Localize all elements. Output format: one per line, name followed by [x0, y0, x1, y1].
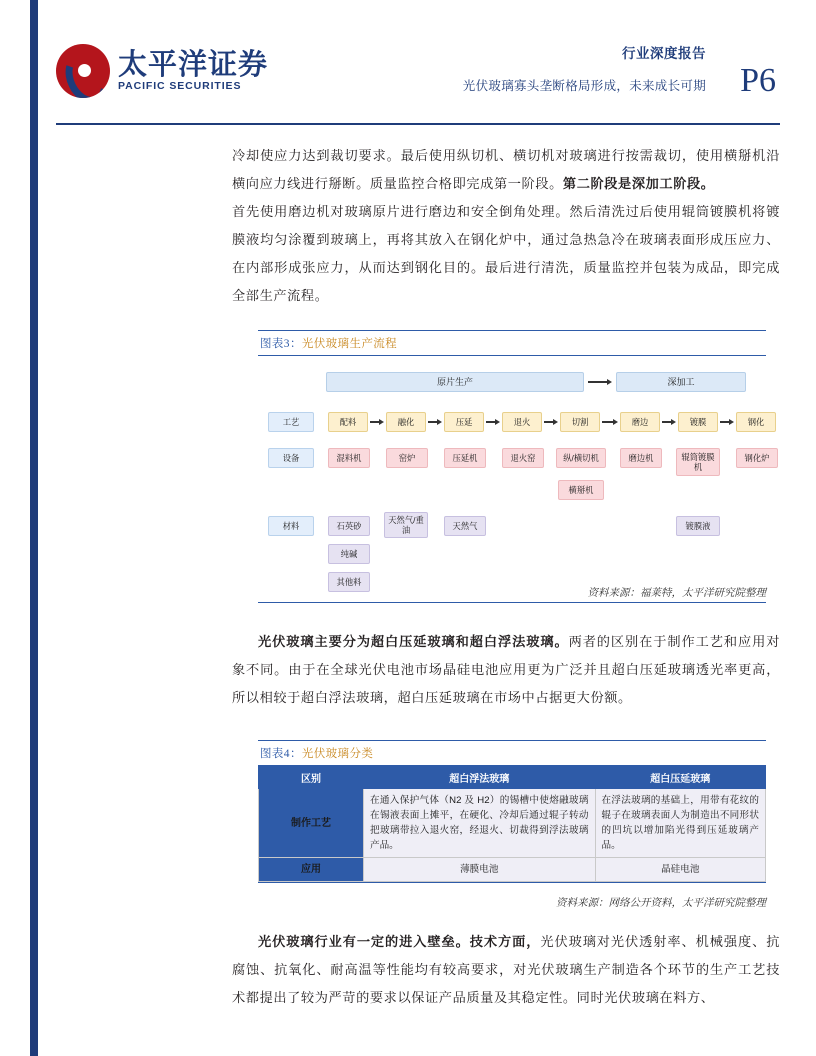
- cell-rolled-manufacturing: 在浮法玻璃的基础上，用带有花纹的辊子在玻璃表面人为制造出不同形状的凹坑以增加陷光得到压延玻璃产品。: [595, 789, 765, 858]
- process-arrow-icon-2: [428, 418, 442, 426]
- material-2: 天然气/重油: [384, 512, 428, 538]
- stage-arrow-icon: [588, 378, 612, 386]
- equipment-6: 横掰机: [558, 480, 604, 500]
- figure-3-name: 光伏玻璃生产流程: [301, 338, 398, 350]
- equipment-8: 辊筒镀膜机: [676, 448, 720, 476]
- col-header-float-glass: 超白浮法玻璃: [364, 767, 596, 789]
- process-step-5: 切割: [560, 412, 600, 432]
- row-header-application: 应用: [259, 858, 364, 882]
- left-accent-bar: [30, 0, 38, 1056]
- body-text-bottom: [232, 928, 780, 1012]
- equipment-3: 压延机: [444, 448, 486, 468]
- process-step-6: 磨边: [620, 412, 660, 432]
- page-header: [56, 36, 780, 116]
- process-arrow-icon-1: [370, 418, 384, 426]
- table-header-row: [259, 767, 766, 789]
- row-label-process: 工艺: [268, 412, 314, 432]
- page-number: P6: [740, 62, 776, 99]
- equipment-2: 窑炉: [386, 448, 428, 468]
- figure-4-source: 资料来源：网络公开资料，太平洋研究院整理: [556, 898, 766, 909]
- paragraph-1: [232, 142, 780, 198]
- equipment-5: 纵/横切机: [556, 448, 606, 468]
- stage-deep-processing: 深加工: [616, 372, 746, 392]
- header-titles: [463, 42, 706, 94]
- figure-4-title: [258, 741, 766, 766]
- process-arrow-icon-5: [602, 418, 618, 426]
- figure-4: [258, 740, 766, 883]
- material-6: 镀膜液: [676, 516, 720, 536]
- table-row: [259, 858, 766, 882]
- figure-4-name: 光伏玻璃分类: [301, 748, 374, 760]
- report-title: 光伏玻璃寡头垄断格局形成，未来成长可期: [462, 79, 706, 93]
- process-step-1: 配料: [328, 412, 368, 432]
- cell-rolled-application: 晶硅电池: [595, 858, 765, 882]
- equipment-9: 钢化炉: [736, 448, 778, 468]
- figure-3: [258, 330, 770, 603]
- figure-4-label: 图表4：: [260, 748, 302, 760]
- paragraph-3: [232, 628, 780, 712]
- process-step-2: 融化: [386, 412, 426, 432]
- header-divider: [56, 123, 780, 125]
- equipment-4: 退火窑: [502, 448, 544, 468]
- cell-float-manufacturing: 在通入保护气体（N2 及 H2）的锡槽中使熔融玻璃在锡液表面上摊平，在硬化、冷却后通过辊子转动把玻璃带拉入退火窑，经退火、切裁得到浮法玻璃产品。: [364, 789, 596, 858]
- report-type: 行业深度报告: [622, 46, 706, 61]
- paragraph-2: 首先使用磨边机对玻璃原片进行磨边和安全倒角处理。然后清洗过后使用辊筒镀膜机将镀膜液均匀涂覆到玻璃上，再将其放入在钢化炉中，通过急热急冷在玻璃表面形成压应力、在内部形成张应力，从而达到钢化目的。最后进行清洗，质量监控并包装为成品，即完成全部生产流程。: [232, 204, 780, 303]
- col-header-rolled-glass: 超白压延玻璃: [595, 767, 765, 789]
- process-step-3: 压延: [444, 412, 484, 432]
- process-step-4: 退火: [502, 412, 542, 432]
- body-text-top: [232, 142, 780, 310]
- process-step-7: 镀膜: [678, 412, 718, 432]
- figure-3-title: [258, 331, 766, 356]
- paragraph-4: [232, 928, 780, 1012]
- pacific-securities-logo-icon: [56, 44, 110, 98]
- equipment-1: 混料机: [328, 448, 370, 468]
- company-logo: [56, 40, 306, 104]
- row-header-manufacturing: 制作工艺: [259, 789, 364, 858]
- paragraph-3-bold: 光伏玻璃主要分为超白压延玻璃和超白浮法玻璃。: [258, 634, 569, 649]
- table-row: [259, 789, 766, 858]
- material-4: 纯碱: [328, 544, 370, 564]
- stage-raw-production: 原片生产: [326, 372, 584, 392]
- process-step-8: 钢化: [736, 412, 776, 432]
- paragraph-1-bold: 第二阶段是深加工阶段。: [562, 176, 715, 191]
- glass-comparison-table: [258, 766, 766, 882]
- logo-chinese-name: 太平洋证券: [118, 49, 269, 81]
- row-label-equipment: 设备: [268, 448, 314, 468]
- paragraph-3-text: 两者的区别在于制作工艺和应用对象不同。由于在全球光伏电池市场晶硅电池应用更为广泛并且超白压延玻璃透光率更高，所以相较于超白浮法玻璃，超白压延玻璃在市场中占据更大份额。: [232, 634, 781, 705]
- paragraph-4-text: 光伏玻璃对光伏透射率、机械强度、抗腐蚀、抗氧化、耐高温等性能均有较高要求，对光伏玻璃生产制造各个环节的生产工艺技术都提出了较为严苛的要求以保证产品质量及其稳定性。同时光伏玻璃在料方、: [232, 934, 781, 1005]
- col-header-category: 区别: [259, 767, 364, 789]
- figure-3-source: 资料来源：福莱特，太平洋研究院整理: [587, 588, 766, 599]
- material-3: 天然气: [444, 516, 486, 536]
- material-5: 其他料: [328, 572, 370, 592]
- equipment-7: 磨边机: [620, 448, 662, 468]
- process-arrow-icon-7: [720, 418, 734, 426]
- logo-english-name: PACIFIC SECURITIES: [118, 80, 242, 92]
- figure-3-flowchart: [258, 356, 770, 602]
- process-arrow-icon-4: [544, 418, 558, 426]
- paragraph-1-text: 冷却使应力达到裁切要求。最后使用纵切机、横切机对玻璃进行按需裁切，使用横掰机沿横向应力线进行掰断。质量监控合格即完成第一阶段。: [232, 148, 780, 191]
- body-text-middle: [232, 628, 780, 712]
- row-label-material: 材料: [268, 516, 314, 536]
- process-arrow-icon-6: [662, 418, 676, 426]
- process-arrow-icon-3: [486, 418, 500, 426]
- paragraph-4-bold: 光伏玻璃行业有一定的进入壁垒。技术方面，: [258, 934, 541, 949]
- material-1: 石英砂: [328, 516, 370, 536]
- cell-float-application: 薄膜电池: [364, 858, 596, 882]
- figure-3-label: 图表3：: [260, 338, 302, 350]
